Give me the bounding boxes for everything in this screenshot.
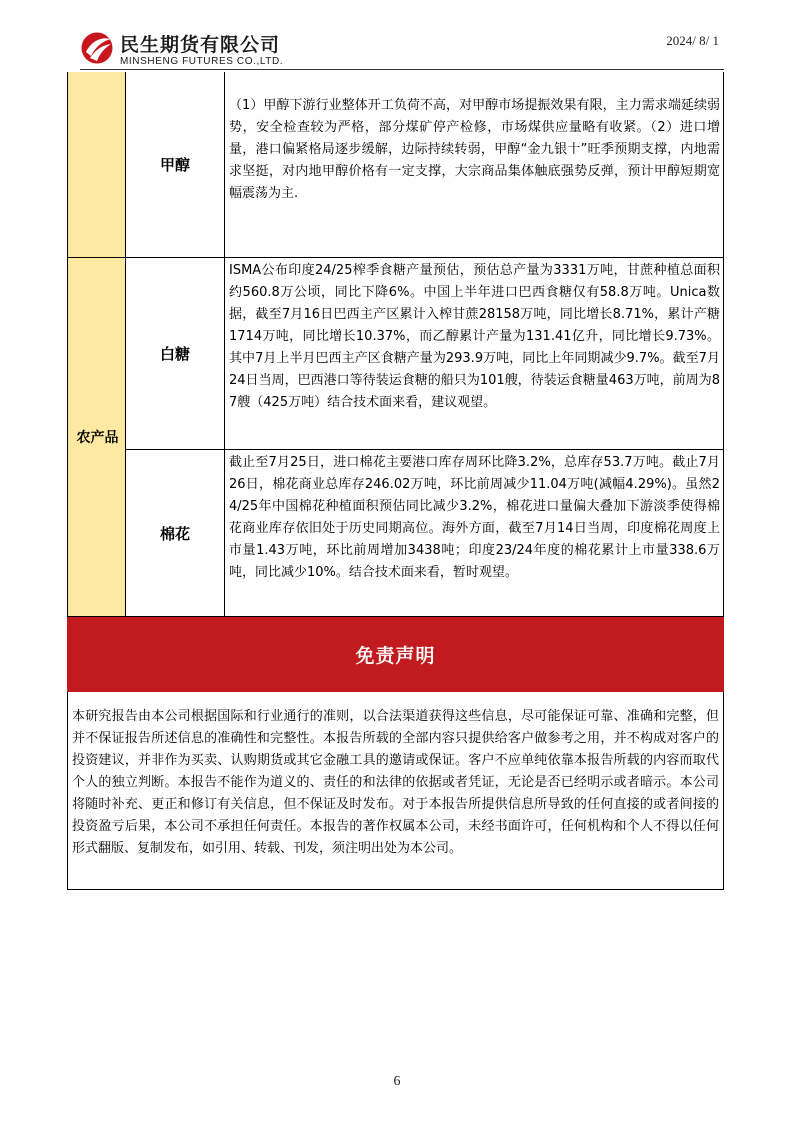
report-date: 2024/ 8/ 1 (666, 33, 719, 48)
disclaimer-title-banner (67, 617, 724, 692)
commodity-text-methanol: （1）甲醇下游行业整体开工负荷不高，对甲醇市场提振效果有限，主力需求端延续弱势，安全检查较为严格，部分煤矿停产检修，市场煤供应量略有收紧。（2）进口增量，港口偏紧格局逐步缓解，边际持续转弱，甲醇“金九银十”旺季预期支撑，内地需求坚挺，对内地甲醇价格有一定支撑，大宗商品集体触底强势反弹，预计甲醇短期宽幅震荡为主. (224, 72, 724, 258)
commodity-name-methanol: 甲醇 (125, 72, 225, 258)
category-cell-agriculture (67, 257, 126, 617)
page-number: 6 (393, 1074, 401, 1089)
commodity-text-sugar: ISMA公布印度24/25榨季食糖产量预估，预估总产量为3331万吨，甘蔗种植总面积约560.8万公顷，同比下降6%。中国上半年进口巴西食糖仅有58.8万吨。Unica数据，截至7月16日巴西主产区累计入榨甘蔗28158万吨，同比增长8.71%，累计产糖1714万吨，同比增长10.37%，而乙醇累计产量为131.41亿升，同比增长9.73%。其中7月上半月巴西主产区食糖产量为293.9万吨，同比上年同期减少9.7%。截至7月24日当周，巴西港口等待装运食糖的船只为101艘，待装运食糖量463万吨，前周为87艘（425万吨）结合技术面来看，建议观望。 (224, 257, 724, 450)
page-header (0, 0, 794, 72)
company-name-cn: 民生期货有限公司 (120, 34, 281, 56)
category-cell-energy (67, 72, 126, 258)
commodity-text-cotton: 截止至7月25日，进口棉花主要港口库存周环比降3.2%，总库存53.7万吨。截止7月26日，棉花商业总库存246.02万吨，环比前周减少11.04万吨(减幅4.29%)。虽然24/25年中国棉花种植面积预估同比减少3.2%，棉花进口量偏大叠加下游淡季使得棉花商业库存依旧处于历史同期高位。海外方面，截至7月14日当周，印度棉花周度上市量1.43万吨，环比前周增加3438吨；印度23/24年度的棉花累计上市量338.6万吨，同比减少10%。结合技术面来看，暂时观望。 (224, 449, 724, 617)
company-name-en: MINSHENG FUTURES CO.,LTD. (120, 56, 284, 67)
disclaimer-text: 本研究报告由本公司根据国际和行业通行的准则，以合法渠道获得这些信息，尽可能保证可靠、准确和完整，但并不保证报告所述信息的准确性和完整性。本报告所载的全部内容只提供给客户做参考之用，并不构成对客户的投资建议，并非作为买卖、认购期货或其它金融工具的邀请或保证。客户不应单纯依靠本报告所载的内容而取代个人的独立判断。本报告不能作为道义的、责任的和法律的依据或者凭证，无论是否已经明示或者暗示。本公司将随时补充、更正和修订有关信息，但不保证及时发布。对于本报告所提供信息所导致的任何直接的或者间接的投资盈亏后果，本公司不承担任何责任。本报告的著作权属本公司，未经书面许可，任何机构和个人不得以任何形式翻版、复制发布，如引用、转载、刊发，须注明出处为本公司。 (67, 692, 724, 890)
header-divider (80, 69, 724, 70)
category-label-agriculture: 农产品 (76, 430, 119, 446)
commodity-name-cotton: 棉花 (125, 449, 225, 617)
commodity-name-sugar: 白糖 (125, 257, 225, 450)
disclaimer-title: 免责声明 (355, 645, 436, 667)
commodity-table (67, 72, 724, 617)
company-logo-icon (80, 31, 114, 65)
